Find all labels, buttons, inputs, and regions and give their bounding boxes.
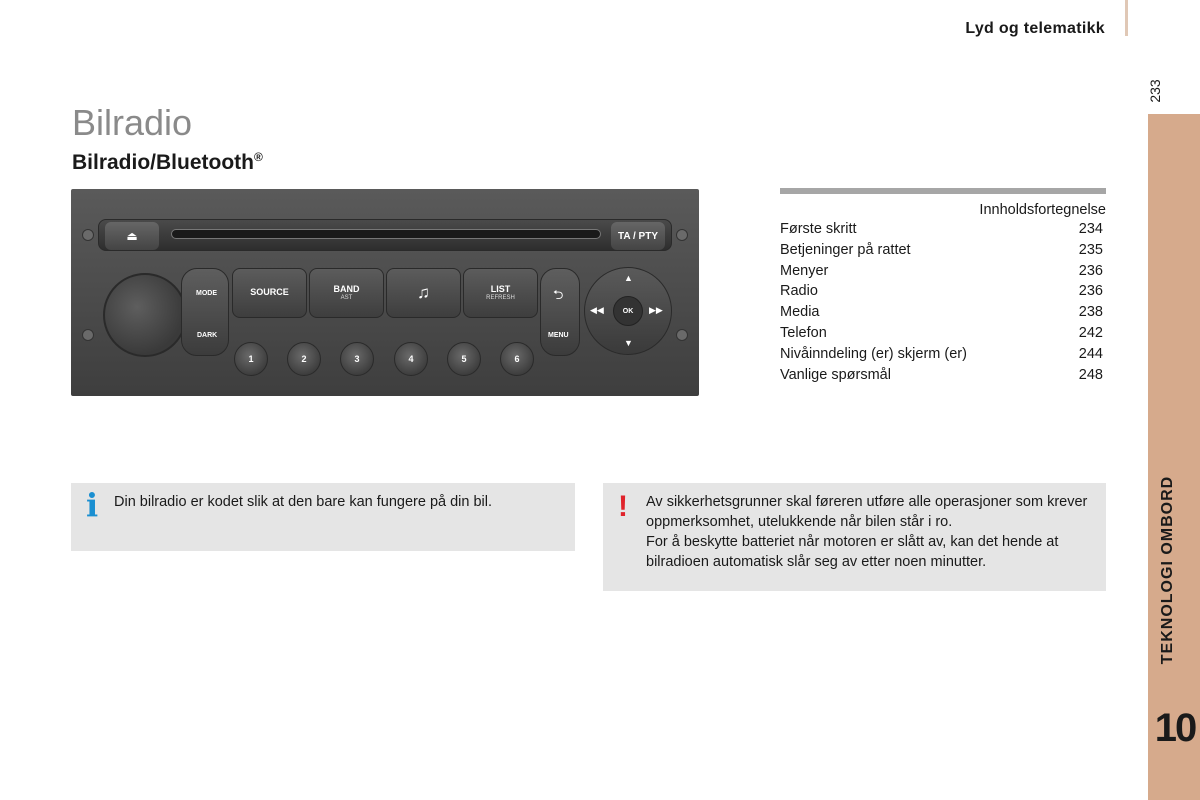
toc-entry[interactable] [780, 323, 1106, 344]
back-arrow-icon: ⮌ [553, 287, 564, 302]
list-label: LIST [490, 284, 511, 295]
toc-entry[interactable] [780, 219, 1106, 240]
preset-button-6: 6 [500, 342, 534, 376]
preset-button-2: 2 [287, 342, 321, 376]
car-radio-illustration [71, 189, 699, 396]
chapter-label [1148, 450, 1188, 690]
toc-entry[interactable] [780, 261, 1106, 282]
cd-slot [171, 229, 601, 239]
source-button [232, 268, 307, 318]
warning-icon: ! [618, 490, 628, 523]
toc-heading: Innholdsfortegnelse [979, 202, 1106, 218]
table-of-contents [780, 188, 1106, 385]
registered-mark: ® [254, 150, 263, 165]
toc-entry-page: 248 [1078, 366, 1103, 383]
section-title [72, 150, 263, 175]
toc-entry-page: 234 [1078, 221, 1103, 237]
info-icon: i [86, 486, 99, 524]
source-label: SOURCE [250, 287, 289, 298]
toc-entry-page: 238 [1078, 304, 1103, 321]
toc-entry-label: Vanlige spørsmål [780, 366, 891, 383]
warning-note-text [646, 492, 1096, 572]
preset-button-5: 5 [447, 342, 481, 376]
down-arrow-icon: ▼ [624, 338, 633, 348]
cd-slot-bar [98, 219, 672, 251]
toc-entry-page: 244 [1078, 345, 1103, 362]
page-number: 233 [1147, 79, 1163, 103]
rewind-icon: ◀◀ [590, 305, 604, 315]
ok-button: OK [613, 296, 643, 326]
toc-entry-label: Nivåinndeling (er) skjerm (er) [780, 345, 967, 362]
toc-entry-label: Menyer [780, 262, 829, 279]
info-note [71, 483, 575, 551]
preset-button-3: 3 [340, 342, 374, 376]
volume-knob [103, 273, 187, 357]
fast-forward-icon: ▶▶ [649, 305, 663, 315]
toc-entry[interactable] [780, 365, 1106, 386]
preset-button-4: 4 [394, 342, 428, 376]
chapter-label-text: TEKNOLOGI OMBORD [1159, 475, 1176, 665]
toc-entry-page: 236 [1078, 262, 1103, 279]
mode-label: MODE [196, 290, 217, 297]
mode-dark-button [181, 268, 229, 356]
toc-entry[interactable] [780, 302, 1106, 323]
toc-entry-page: 242 [1078, 324, 1103, 341]
eject-button: ⏏ [105, 222, 159, 250]
menu-label: MENU [548, 332, 569, 339]
screw-top-right [676, 229, 688, 241]
screw-bottom-right [676, 329, 688, 341]
toc-entry-page: 236 [1078, 283, 1103, 300]
music-note-icon: ♫ [417, 283, 430, 303]
toc-entry-label: Første skritt [780, 221, 857, 237]
toc-entry-label: Betjeninger på rattet [780, 241, 911, 258]
page-title: Bilradio [72, 102, 193, 144]
back-menu-button [540, 268, 580, 356]
running-header: Lyd og telematikk [965, 20, 1105, 37]
toc-entry-page: 235 [1078, 241, 1103, 258]
up-arrow-icon: ▲ [624, 273, 633, 283]
toc-entry[interactable] [780, 281, 1106, 302]
warning-paragraph-2: For å beskytte batteriet når motoren er slått av, kan det hende at bilradioen automatisk slår seg av etter noen minutter. [646, 534, 1059, 570]
screw-top-left [82, 229, 94, 241]
toc-entry-label: Telefon [780, 324, 827, 341]
list-sub-label: REFRESH [486, 294, 515, 301]
music-button [386, 268, 461, 318]
chapter-number: 10 [1154, 706, 1196, 750]
ta-pty-button: TA / PTY [611, 222, 665, 250]
band-label: BAND [333, 284, 360, 295]
screw-bottom-left [82, 329, 94, 341]
section-title-text: Bilradio/Bluetooth [72, 151, 254, 175]
dark-label: DARK [197, 332, 218, 339]
function-buttons [232, 268, 538, 318]
warning-note [603, 483, 1106, 591]
header-divider [1125, 0, 1128, 36]
list-button [463, 268, 538, 318]
info-note-paragraph: Din bilradio er kodet slik at den bare kan fungere på din bil. [114, 494, 493, 510]
preset-button-1: 1 [234, 342, 268, 376]
toc-entry-label: Radio [780, 283, 818, 300]
warning-paragraph-1: Av sikkerhetsgrunner skal føreren utføre alle operasjoner som krever oppmerksomhet, utelukkende når bilen står i ro. [646, 494, 1088, 530]
toc-entry[interactable] [780, 344, 1106, 365]
band-button [309, 268, 384, 318]
toc-divider [780, 188, 1106, 194]
band-sub-label: AST [340, 294, 353, 301]
toc-entry[interactable] [780, 240, 1106, 261]
toc-entry-label: Media [780, 304, 820, 321]
info-note-text [114, 492, 565, 512]
navigation-pad [584, 267, 672, 355]
